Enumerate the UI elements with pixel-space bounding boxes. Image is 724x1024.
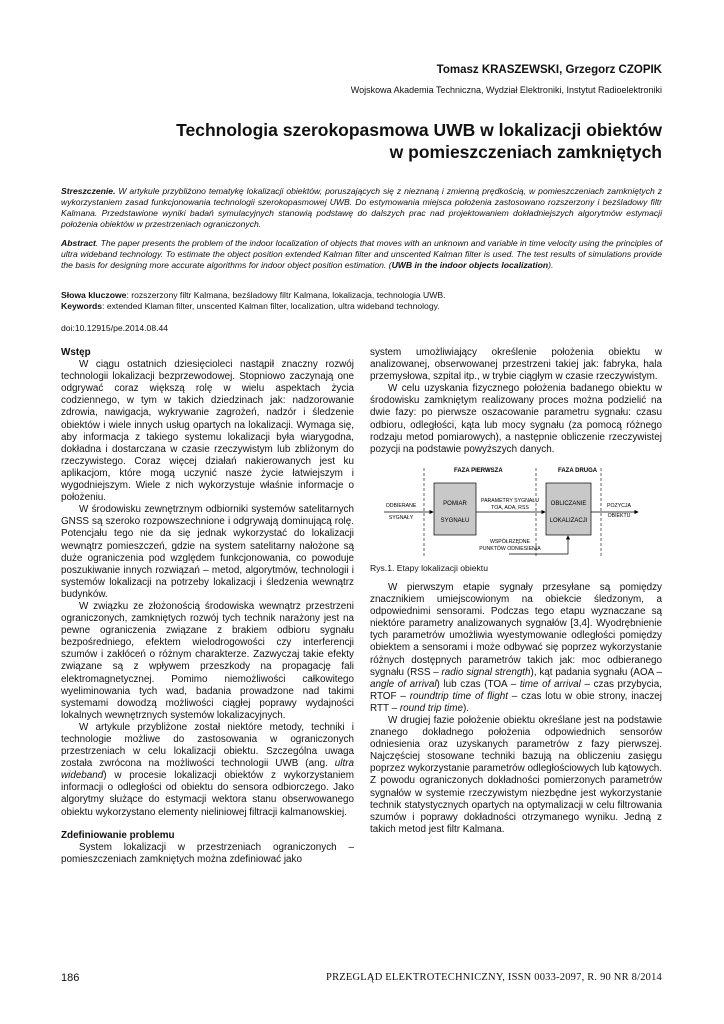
text-run: ).	[462, 702, 469, 714]
italic-term: ultra wideband	[61, 758, 354, 782]
italic-term: radio signal strength	[441, 666, 531, 678]
output-label-2: OBIEKTU	[607, 512, 631, 519]
paragraph: W ciągu ostatnich dziesięcioleci nastąpił znaczny rozwój technologii lokalizacji bezprzewodowej. Stopniowo zaczynają one odgrywać coraz większą rolę w wielu aspektach życia codziennego, w tym w takich dziedzinach jak: nadzorowanie zdrowia, nawigacja, wykrywanie zagrożeń, nadzór i śledzenie obiektów i wiele innych usług opartych na lokalizacji. Wymaga się, aby informacja z takiego systemu lokalizacji była wiarygodna, dokładna i dostarczana w czasie rzeczywistym lub zbliżonym do rzeczywistego. Coraz więcej działań nakierowanych jest ku aplikacjom, które mogą uczynić nasze życie łatwiejszym i wygodniejszym. Wiele z nich wykorzystuje właśnie informacje o położeniu.	[61, 359, 354, 504]
diagram	[370, 464, 662, 560]
text-run: W artykule przybliżone został niektóre metody, techniki i technologie możliwe do zastosowania w ograniczonych przestrzeniach w celu lokalizacji obiektu. Szczególna uwaga została zwrócona na możliwości technologii UWB (ang.	[61, 721, 354, 770]
paragraph	[61, 722, 354, 819]
abstract-en-text: . The paper presents the problem of the indoor localization of objects that moves with an unknown and variable in time velocity using the principles of ultra wideband technology. To estimate the object position extended Kalman filter and unscented Kalman filter is used. The test results of simulations provide the basis for designing more accurate algorithms for indoor object position estimation. (	[61, 238, 662, 271]
phase-1-label: FAZA PIERWSZA	[454, 467, 503, 474]
keywords-en-text: : extended Klaman filter, unscented Kalman filter, localization, ultra wideband technology.	[102, 301, 440, 312]
abstract-pl-label: Streszczenie.	[61, 186, 116, 196]
title-line-2: w pomieszczeniach zamkniętych	[389, 142, 662, 162]
compute-block	[546, 483, 591, 535]
page-number: 186	[61, 972, 80, 984]
params-label-2: TOA, AOA, RSS	[491, 504, 529, 511]
paragraph: W środowisku zewnętrznym odbiorniki systemów satelitarnych GNSS są szeroko rozpowszechnione i odgrywają dominującą rolę. Potencjału tego nie da się jednak wykorzystać do lokalizacji wewnątrz pomieszczeń, gdzie na system satelitarny nałożone są duże ograniczenia pod względem funkcjonowania, co powoduje poszukiwanie innych rozwiązań – metod, algorytmów, technologii i systemów lokalizacji na potrzeby lokalizacji i śledzenia wewnątrz budynków.	[61, 504, 354, 600]
text-run: – czas lotu w obie strony, inaczej RTT –	[370, 690, 662, 714]
abstract-pl	[61, 186, 662, 230]
input-label-2: SYGNAŁY	[388, 514, 414, 521]
compute-block-label-2: LOKALIZACJI	[549, 517, 588, 524]
params-label-1: PARAMETRY SYGNAŁU	[481, 497, 539, 504]
section-heading-intro: Wstęp	[61, 347, 91, 358]
keywords-pl-label: Słowa kluczowe	[61, 290, 127, 300]
paragraph: W celu uzyskania fizycznego położenia badanego obiektu w środowisku zamkniętym realizowany proces można podzielić na dwie fazy: po pierwsze oszacowanie parametru sygnału: czasu odbioru, odległości, kąta lub mocy sygnału (za pomocą różnego rodzaju metod pomiarowych), a następnie obliczenie rzeczywistej pozycji na podstawie powyższych danych.	[370, 383, 662, 455]
measure-block	[434, 483, 476, 535]
italic-term: time of arrival	[519, 678, 581, 690]
text-run: – czas przybycia, RTOF –	[370, 678, 662, 702]
affiliation: Wojskowa Akademia Techniczna, Wydział Elektroniki, Instytut Radioelektroniki	[350, 85, 662, 95]
abstract-en-bold: UWB in the indoor objects localization	[391, 260, 549, 271]
doi: doi:10.12915/pe.2014.08.44	[61, 323, 169, 333]
italic-term: angle of arrival	[370, 678, 437, 690]
abstract-en-label: Abstract	[61, 238, 96, 248]
paragraph: system umożliwiający określenie położenia obiektu w analizowanej, obserwowanej przestrzeni takiej jak: fabryka, hala przemysłowa, szpital itp., w trybie ciągłym w czasie rzeczywistym.	[370, 347, 662, 383]
paper-title	[102, 119, 662, 163]
abstract-pl-text: W artykule przybliżono tematykę lokalizacji obiektów, poruszających się z nieznaną i zmienną prędkością, w pomieszczeniach zamkniętych z wykorzystaniem zasad funkcjonowania technologii szerokopasmowej UWB. Do estymowania miejsca położenia zastosowano rozszerzony i bezśladowy filtr Kalmana. Przedstawione wyniki badań symulacyjnych stanowią podstawę do dalszych prac nad projektowaniem dokładniejszych algorytmów estymacji położenia obiektów w przestrzeniach ograniczonych.	[61, 186, 662, 230]
abstract-en-end: ).	[548, 260, 554, 271]
paragraph: W związku ze złożonością środowiska wewnątrz przestrzeni ograniczonych, zamkniętych rozwój tych technik narażony jest na pewne ograniczenia związane z brakiem odbioru sygnału bezpośredniego, efektem wielodrogowości czy interferencji szumów i zakłóceń o różnym charakterze. Zazwyczaj takie efekty związane są z wpływem przeszkody na propagację fali elektromagnetycznej. Pomimo niemożliwości całkowitego wyeliminowania tych wad, badania prowadzone nad takimi systemami dowodzą możliwości ciągłej poprawy wydajności lokalnych wewnętrznych systemów lokalizacyjnych.	[61, 600, 354, 721]
italic-term: roundtrip time of flight	[409, 690, 508, 702]
right-column	[370, 347, 662, 836]
phase-2-label: FAZA DRUGA	[558, 467, 598, 474]
input-label-1: ODBIERANE	[385, 502, 417, 509]
keywords-en-label: Keywords	[61, 301, 103, 312]
paragraph: W drugiej fazie położenie obiektu określane jest na podstawie znanego dokładnego położenia odpowiednich sensorów odniesienia oraz uzyskanych parametrów z fazy pierwszej. Najczęściej stosowane techniki bazują na obliczeniu zasięgu poprzez wykorzystanie parametrów odległościowych lub kątowych. Z powodu ograniczonych dokładności pomierzonych parametrów sygnałów w systemie rzeczywistym niezbędne jest wykorzystanie technik statystycznych opartych na optymalizacji w celu filtrowania szumów i poprawy dokładności otrzymanego wyniku. Jedną z takich metod jest filtr Kalmana.	[370, 714, 662, 835]
output-label-1: POZYCJA	[607, 502, 631, 509]
keywords-pl-text: : rozszerzony filtr Kalmana, bezśladowy filtr Kalmana, lokalizacja, technologia UWB.	[126, 290, 446, 300]
text-run: W pierwszym etapie sygnały przesyłane są pomiędzy znacznikiem umiejscowionym na obiekcie śledzonym, a odpowiednimi sensorami. Podczas tego etapu wyznaczane są niektóre parametry analizowanych sygnałów [3,4]. Wyodrębnienie tych parametrów umożliwia wyestymowanie odległości pomiędzy obiektem a sensorami i może odbywać się poprzez wykorzystanie różnych dostępnych parametrów takich jak: moc odbieranego sygnału (RSS –	[370, 581, 662, 678]
keywords-en	[61, 301, 662, 312]
coords-label-1: WSPÓŁRZĘDNE	[489, 538, 531, 545]
text-run: ) w procesie lokalizacji obiektów z wykorzystaniem informacji o odległości od obiektu do sensora odbiorczego. Jako algorytmy służące do estymacji wektora stanu obserwowanego obiektu wykorzystano elementy nieliniowej filtracji kalmanowskiej.	[61, 770, 354, 818]
compute-block-label-1: OBLICZANIE	[550, 500, 587, 507]
section-heading-problem: Zdefiniowanie problemu	[61, 829, 175, 841]
measure-block-label-2: SYGNAŁU	[440, 517, 470, 524]
paragraph: System lokalizacji w przestrzeniach ograniczonych – pomieszczeniach zamkniętych można zdefiniować jako	[61, 841, 354, 865]
coords-label-2: PUNKTÓW ODNIESIENIA	[479, 545, 541, 552]
text-run: ) lub czas (TOA –	[436, 678, 520, 690]
authors: Tomasz KRASZEWSKI, Grzegorz CZOPIK	[436, 64, 662, 76]
text-run: ), kąt padania sygnału (AOA –	[530, 666, 662, 678]
paragraph	[370, 582, 662, 715]
keywords	[61, 290, 662, 313]
keywords-pl	[61, 290, 662, 301]
abstract-en	[61, 238, 662, 271]
left-column	[61, 347, 354, 866]
italic-term: round trip time	[399, 702, 463, 714]
figure-caption: Rys.1. Etapy lokalizacji obiektu	[370, 562, 488, 573]
measure-block-label-1: POMIAR	[443, 500, 467, 507]
journal-footer: PRZEGLĄD ELEKTROTECHNICZNY, ISSN 0033-2097, R. 90 NR 8/2014	[326, 972, 662, 983]
title-line-1: Technologia szerokopasmowa UWB w lokalizacji obiektów	[176, 120, 662, 140]
figure-localization-stages	[370, 464, 662, 560]
